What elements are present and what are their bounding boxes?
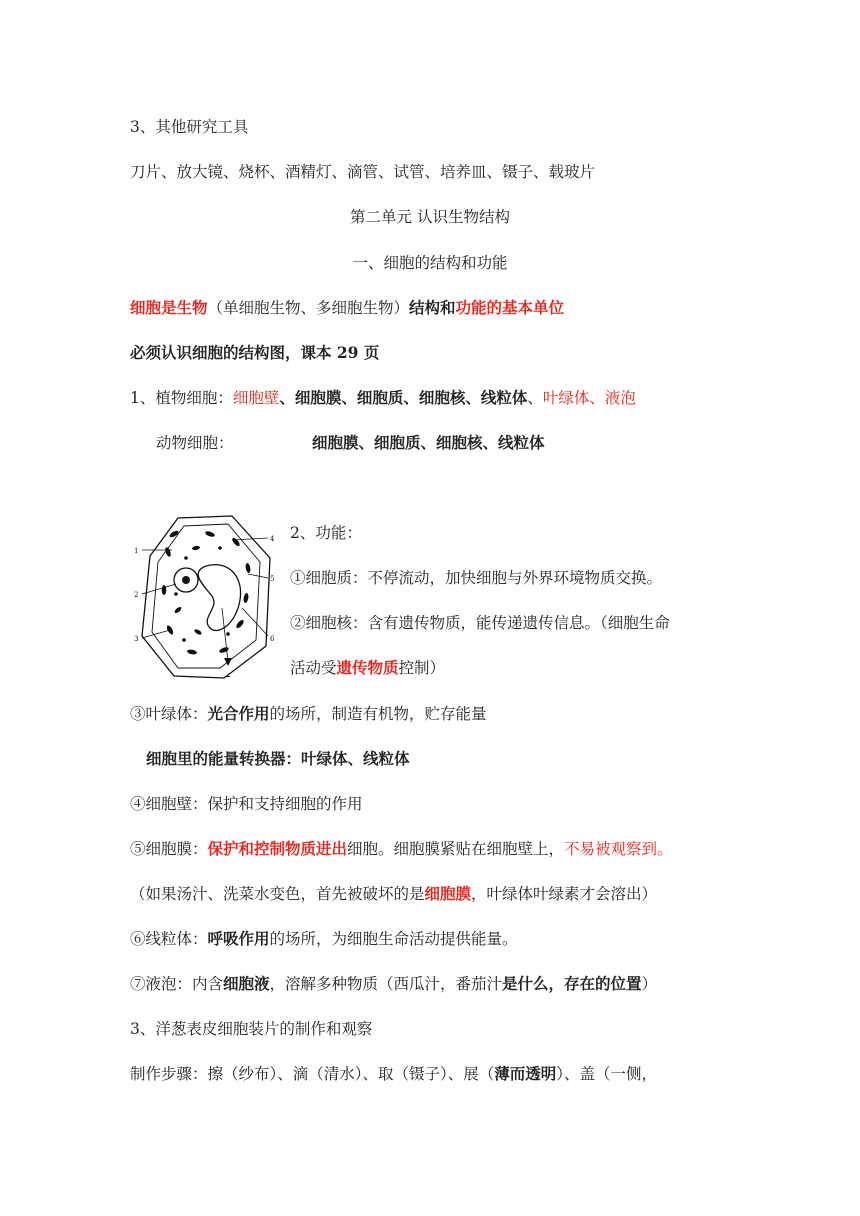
cell-membrane (152, 524, 260, 668)
mitochondrion (192, 545, 201, 550)
diagram-label: 3 (134, 635, 139, 643)
text-line: ④细胞壁：保护和支持细胞的作用 (130, 795, 363, 813)
vacuole (198, 565, 240, 631)
dash-mark (225, 676, 230, 677)
text-line: （如果汤汁、洗菜水变色，首先被破坏的是细胞膜，叶绿体叶绿素才会溶出） (130, 884, 658, 903)
text-line: ⑤细胞膜：保护和控制物质进出细胞。细胞膜紧贴在细胞壁上，不易被观察到。 (130, 839, 673, 858)
granule (184, 556, 188, 560)
section-heading: 一、细胞的结构和功能 (352, 254, 508, 272)
diagram-label: 6 (270, 635, 275, 643)
nucleolus (182, 576, 190, 584)
text-line: 制作步骤：擦（纱布）、滴（清水）、取（镊子）、展（薄而透明）、盖（一侧， (130, 1064, 658, 1083)
granule (182, 638, 186, 642)
label-leader (242, 608, 268, 636)
granule (174, 592, 178, 596)
text-line: ⑥线粒体：呼吸作用的场所，为细胞生命活动提供能量。 (130, 929, 518, 948)
diagram-label: 4 (270, 535, 275, 543)
chloroplast (243, 593, 249, 604)
text-line: 必须认识细胞的结构图，课本 29 页 (130, 343, 380, 362)
label-leader (248, 574, 268, 578)
chloroplast (235, 619, 245, 630)
diagram-label: 1 (134, 547, 139, 555)
plant-cell-diagram (128, 512, 280, 684)
diagram-label: 5 (270, 575, 275, 583)
label-leader (232, 538, 268, 540)
text-line: ②细胞核：含有遗传物质，能传递遗传信息。（细胞生命 (290, 614, 670, 632)
granule (218, 546, 222, 550)
diagram-label: 2 (134, 591, 139, 599)
text-line: ①细胞质：不停流动，加快细胞与外界环境物质交换。 (290, 569, 663, 587)
chloroplast (245, 563, 251, 574)
text-line: 细胞膜、细胞质、细胞核、线粒体 (312, 433, 545, 452)
text-line: 1、植物细胞：细胞壁、细胞膜、细胞质、细胞核、线粒体、叶绿体、液泡 (130, 388, 636, 407)
mitochondrion (194, 628, 203, 635)
chloroplast (162, 585, 167, 595)
text-line: 2、功能： (290, 524, 362, 542)
text-line: 活动受遗传物质控制） (290, 658, 446, 677)
mitochondrion (174, 606, 183, 614)
text-line: ⑦液泡：内含细胞液，溶解多种物质（西瓜汁，番茄汁是什么，存在的位置） (130, 974, 658, 993)
chloroplast (187, 649, 198, 655)
unit-heading: 第二单元 认识生物结构 (350, 208, 510, 226)
granule (226, 632, 230, 636)
text-line: 动物细胞： (156, 434, 234, 452)
text-line: 细胞是生物（单细胞生物、多细胞生物）结构和功能的基本单位 (130, 298, 565, 317)
text-line: 3、其他研究工具 (130, 118, 249, 136)
cell-wall (142, 516, 270, 678)
chloroplast (205, 530, 216, 538)
text-line: 3、洋葱表皮细胞装片的制作和观察 (130, 1020, 373, 1038)
arrow-head (224, 658, 232, 666)
text-line: 刀片、放大镜、烧杯、酒精灯、滴管、试管、培养皿、镊子、载玻片 (130, 163, 596, 181)
chloroplast (219, 646, 230, 654)
text-line: ③叶绿体：光合作用的场所，制造有机物，贮存能量 (130, 704, 487, 723)
text-line: 细胞里的能量转换器：叶绿体、线粒体 (146, 749, 410, 768)
